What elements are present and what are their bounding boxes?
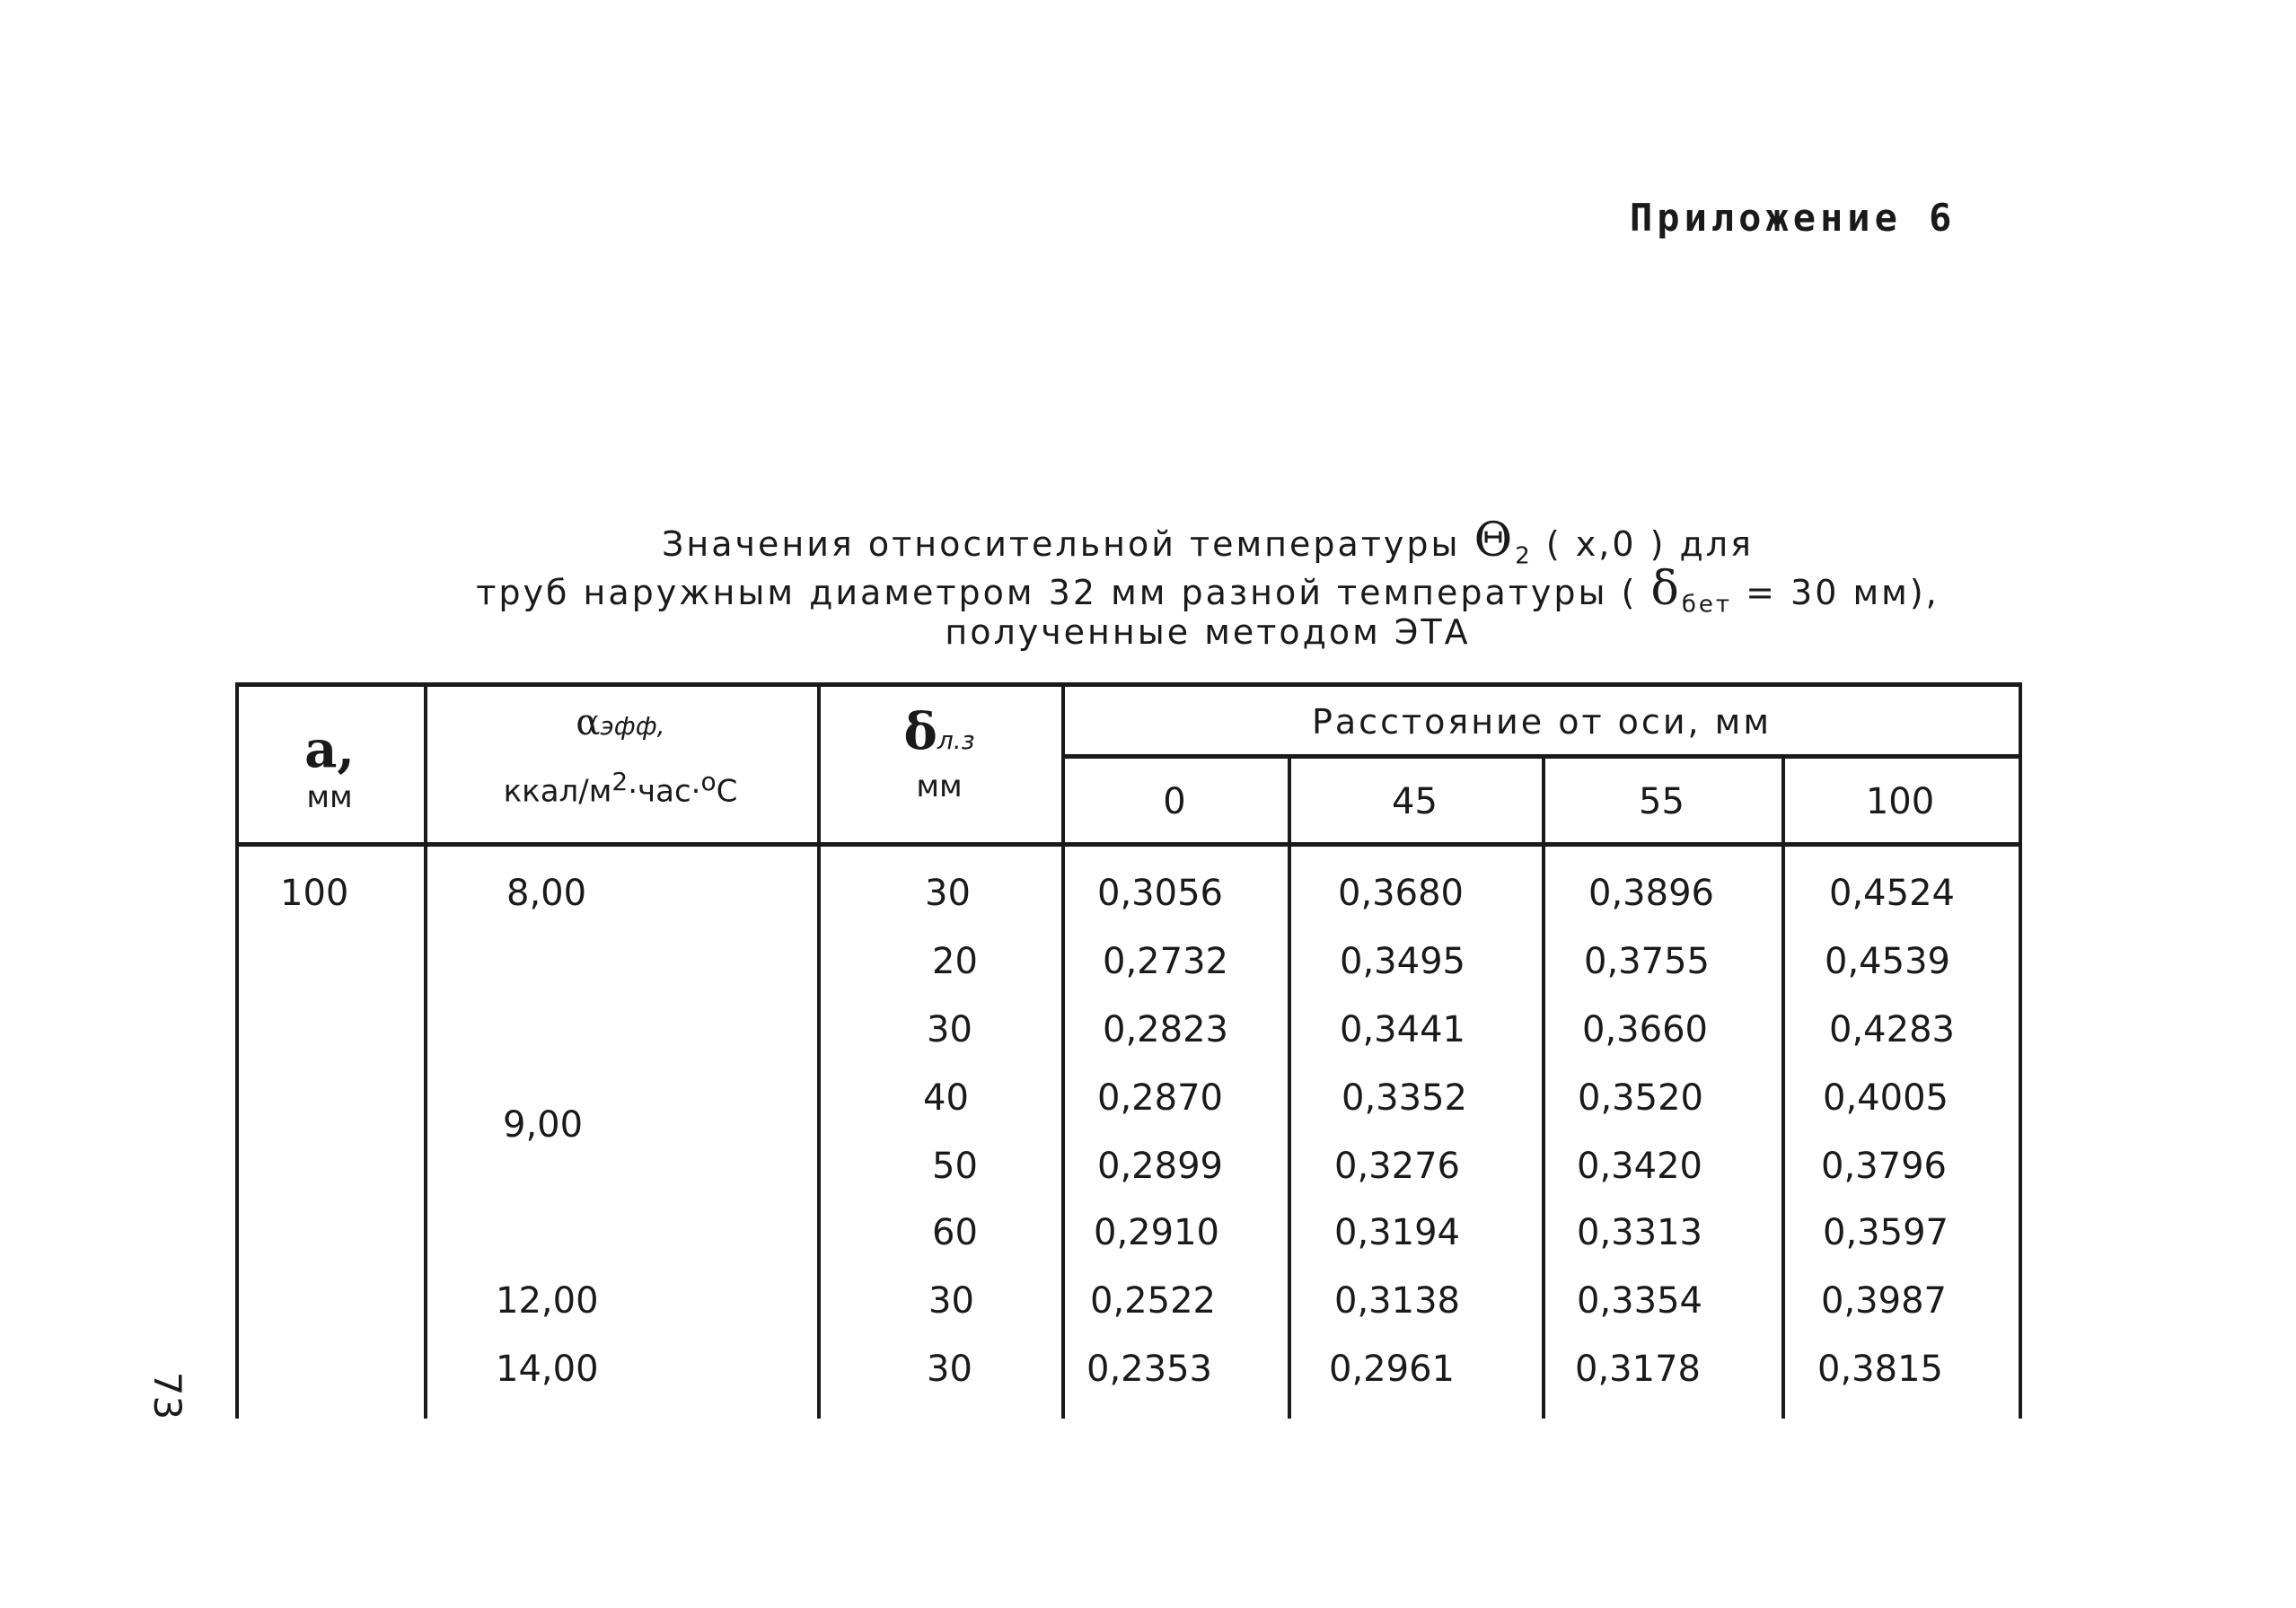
header-distance-100: 100 xyxy=(1865,781,1935,822)
alpha-symbol: α xyxy=(576,702,601,743)
cell-delta: 30 xyxy=(927,1009,972,1050)
col-border-5 xyxy=(1542,756,1545,1419)
cell-delta: 20 xyxy=(932,941,978,982)
header-a xyxy=(235,720,424,815)
cell-value-100: 0,3987 xyxy=(1821,1280,1947,1322)
title-line1-tail: ( x,0 ) для xyxy=(1545,524,1754,564)
delta-header-subscript: л.з xyxy=(937,725,975,755)
cell-value-45: 0,3194 xyxy=(1334,1212,1460,1253)
cell-value-0: 0,2353 xyxy=(1086,1349,1212,1390)
header-a-unit: мм xyxy=(306,779,353,815)
cell-value-45: 0,3276 xyxy=(1334,1146,1460,1187)
cell-value-0: 0,2899 xyxy=(1097,1146,1223,1187)
theta-subscript: 2 xyxy=(1515,542,1533,570)
cell-value-100: 0,3815 xyxy=(1817,1349,1943,1390)
cell-value-55: 0,3520 xyxy=(1578,1077,1703,1119)
cell-value-100: 0,4524 xyxy=(1829,873,1955,914)
appendix-label: Приложение 6 xyxy=(1630,196,1957,240)
cell-delta: 30 xyxy=(927,1349,972,1390)
cell-value-100: 0,4539 xyxy=(1825,941,1950,982)
header-delta-unit: мм xyxy=(916,769,963,804)
cell-value-45: 0,3441 xyxy=(1340,1009,1465,1050)
cell-value-55: 0,3896 xyxy=(1588,873,1714,914)
cell-a: 100 xyxy=(280,873,349,914)
cell-value-0: 0,2870 xyxy=(1097,1077,1223,1119)
cell-value-55: 0,3354 xyxy=(1577,1280,1702,1322)
cell-delta: 30 xyxy=(925,873,971,914)
cell-alpha: 12,00 xyxy=(496,1280,599,1322)
header-distance-55: 55 xyxy=(1639,781,1685,822)
table-title-line-2 xyxy=(377,562,2038,619)
header-bottom-border xyxy=(235,842,2022,847)
cell-alpha: 14,00 xyxy=(496,1349,599,1390)
header-alpha-label xyxy=(424,702,817,743)
cell-alpha: 8,00 xyxy=(506,873,587,914)
cell-value-0: 0,2910 xyxy=(1094,1212,1219,1253)
cell-value-0: 0,2522 xyxy=(1090,1280,1216,1322)
cell-value-45: 0,3495 xyxy=(1340,941,1465,982)
cell-value-0: 0,3056 xyxy=(1097,873,1223,914)
col-border-7 xyxy=(2019,682,2022,1419)
cell-value-100: 0,4283 xyxy=(1829,1009,1955,1050)
header-distance-group: Расстояние от оси, мм xyxy=(1311,702,1773,742)
alpha-subscript: эфф, xyxy=(600,711,665,741)
cell-delta: 50 xyxy=(932,1146,978,1187)
cell-alpha: 9,00 xyxy=(503,1104,584,1146)
cell-value-0: 0,2823 xyxy=(1103,1009,1228,1050)
cell-value-55: 0,3755 xyxy=(1584,941,1710,982)
header-alpha-unit: ккал/$м^2\cdot час\cdot^оС$ xyxy=(503,767,738,810)
cell-value-45: 0,2961 xyxy=(1329,1349,1455,1390)
delta-header-symbol: δ xyxy=(903,702,937,761)
cell-value-45: 0,3352 xyxy=(1342,1077,1467,1119)
cell-value-45: 0,3680 xyxy=(1338,873,1464,914)
cell-value-55: 0,3178 xyxy=(1575,1349,1701,1390)
cell-value-55: 0,3420 xyxy=(1577,1146,1702,1187)
col-border-4 xyxy=(1288,756,1291,1419)
cell-delta: 30 xyxy=(928,1280,974,1322)
header-a-symbol: a, xyxy=(304,720,355,779)
theta-symbol: Θ xyxy=(1473,514,1516,567)
title-line1-text: Значения относительной температуры xyxy=(662,524,1461,564)
cell-value-100: 0,4005 xyxy=(1823,1077,1949,1119)
cell-value-0: 0,2732 xyxy=(1103,941,1228,982)
cell-value-55: 0,3660 xyxy=(1582,1009,1708,1050)
cell-value-100: 0,3597 xyxy=(1823,1212,1949,1253)
cell-delta: 40 xyxy=(923,1077,969,1119)
header-alpha xyxy=(424,702,817,809)
header-distance-0: 0 xyxy=(1163,781,1186,822)
table-title-line-3: полученные методом ЭТА xyxy=(945,612,1471,652)
header-delta xyxy=(817,702,1061,804)
delta-subscript: бет xyxy=(1681,591,1733,619)
header-delta-label xyxy=(817,702,1061,761)
delta-symbol: δ xyxy=(1650,562,1682,616)
title-line2-tail: = 30 мм), xyxy=(1746,573,1940,612)
table-top-border xyxy=(235,682,2022,687)
page-number: 73 xyxy=(145,1371,190,1420)
header-distance-45: 45 xyxy=(1392,781,1438,822)
cell-delta: 60 xyxy=(932,1212,978,1253)
cell-value-100: 0,3796 xyxy=(1821,1146,1947,1187)
cell-value-55: 0,3313 xyxy=(1577,1212,1702,1253)
col-border-6 xyxy=(1781,756,1785,1419)
title-line2-text: труб наружным диаметром 32 мм разной температуры ( xyxy=(476,573,1638,612)
cell-value-45: 0,3138 xyxy=(1334,1280,1460,1322)
data-table xyxy=(235,682,2022,1419)
